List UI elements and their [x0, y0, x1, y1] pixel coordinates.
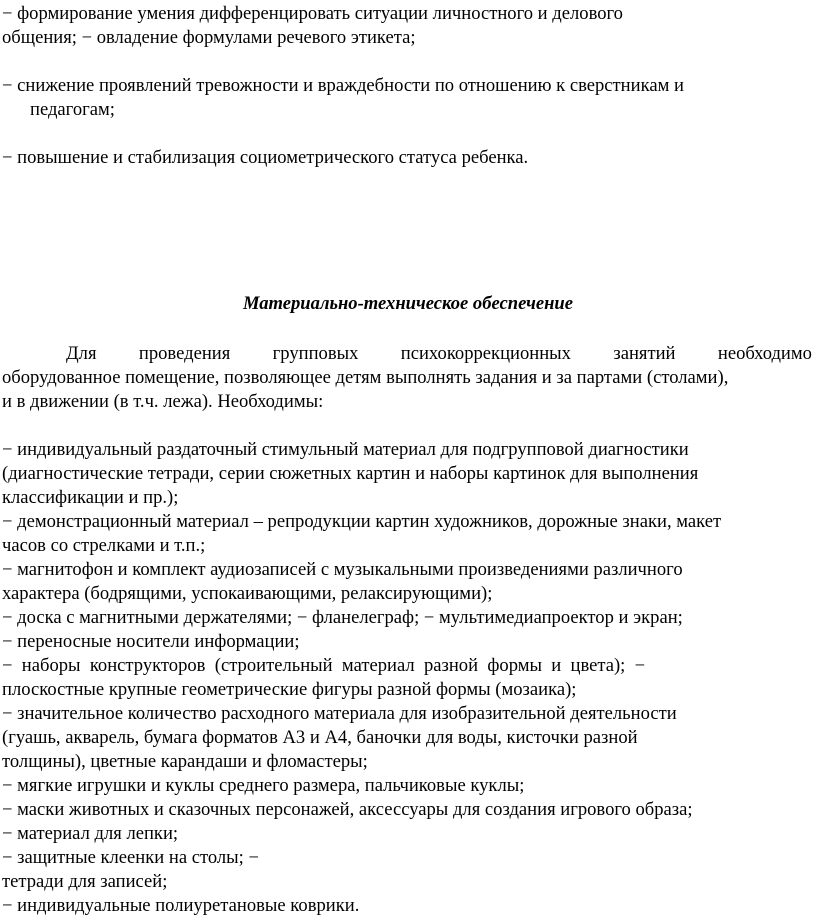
- paragraph-line: педагогам;: [30, 99, 115, 120]
- list-line: − магнитофон и комплект аудиозаписей с музыкальными произведениями различного: [2, 559, 683, 580]
- list-line: − доска с магнитными держателями; − фланелеграф; − мультимедиапроектор и экран;: [2, 607, 683, 628]
- list-line: − наборы конструкторов (строительный материал разной формы и цвета); −: [2, 655, 646, 676]
- list-line: тетради для записей;: [2, 871, 168, 892]
- list-line: − индивидуальный раздаточный стимульный материал для подгрупповой диагностики: [2, 439, 689, 460]
- list-line: характера (бодрящими, успокаивающими, релаксирующими);: [2, 583, 493, 604]
- intro-word: необходимо: [717, 343, 812, 364]
- list-line: − переносные носители информации;: [2, 631, 300, 652]
- list-line: (гуашь, акварель, бумага форматов А3 и А4, баночки для воды, кисточки разной: [2, 727, 638, 748]
- intro-first-line: [66, 342, 812, 366]
- list-line: − демонстрационный материал – репродукции картин художников, дорожные знаки, макет: [2, 511, 722, 532]
- intro-word: Для: [66, 343, 97, 364]
- list-line: плоскостные крупные геометрические фигуры разной формы (мозаика);: [2, 679, 577, 700]
- intro-line: оборудованное помещение, позволяющее детям выполнять задания и за партами (столами),: [2, 367, 729, 388]
- intro-word: групповых: [272, 343, 359, 364]
- list-line: − индивидуальные полиуретановые коврики.: [2, 895, 360, 916]
- intro-line: и в движении (в т.ч. лежа). Необходимы:: [2, 391, 324, 412]
- list-line: толщины), цветные карандаши и фломастеры;: [2, 751, 368, 772]
- list-line: − маски животных и сказочных персонажей, аксессуары для создания игрового образа;: [2, 799, 693, 820]
- paragraph-line: − формирование умения дифференцировать ситуации личностного и делового: [2, 3, 623, 24]
- section-title: Материально-техническое обеспечение: [242, 293, 574, 314]
- list-line: классификации и пр.);: [2, 487, 179, 508]
- list-line: часов со стрелками и т.п.;: [2, 535, 206, 556]
- list-line: − материал для лепки;: [2, 823, 179, 844]
- paragraph-line: − повышение и стабилизация социометрического статуса ребенка.: [2, 147, 529, 168]
- intro-word: психокоррекционных: [400, 343, 571, 364]
- intro-word: проведения: [138, 343, 231, 364]
- paragraph-line: − снижение проявлений тревожности и враждебности по отношению к сверстникам и: [2, 75, 684, 96]
- list-line: − мягкие игрушки и куклы среднего размера, пальчиковые куклы;: [2, 775, 525, 796]
- list-line: − защитные клеенки на столы; −: [2, 847, 259, 868]
- paragraph-line: общения; − овладение формулами речевого этикета;: [2, 27, 416, 48]
- list-line: − значительное количество расходного материала для изобразительной деятельности: [2, 703, 677, 724]
- list-line: (диагностические тетради, серии сюжетных картин и наборы картинок для выполнения: [2, 463, 699, 484]
- intro-word: занятий: [613, 343, 676, 364]
